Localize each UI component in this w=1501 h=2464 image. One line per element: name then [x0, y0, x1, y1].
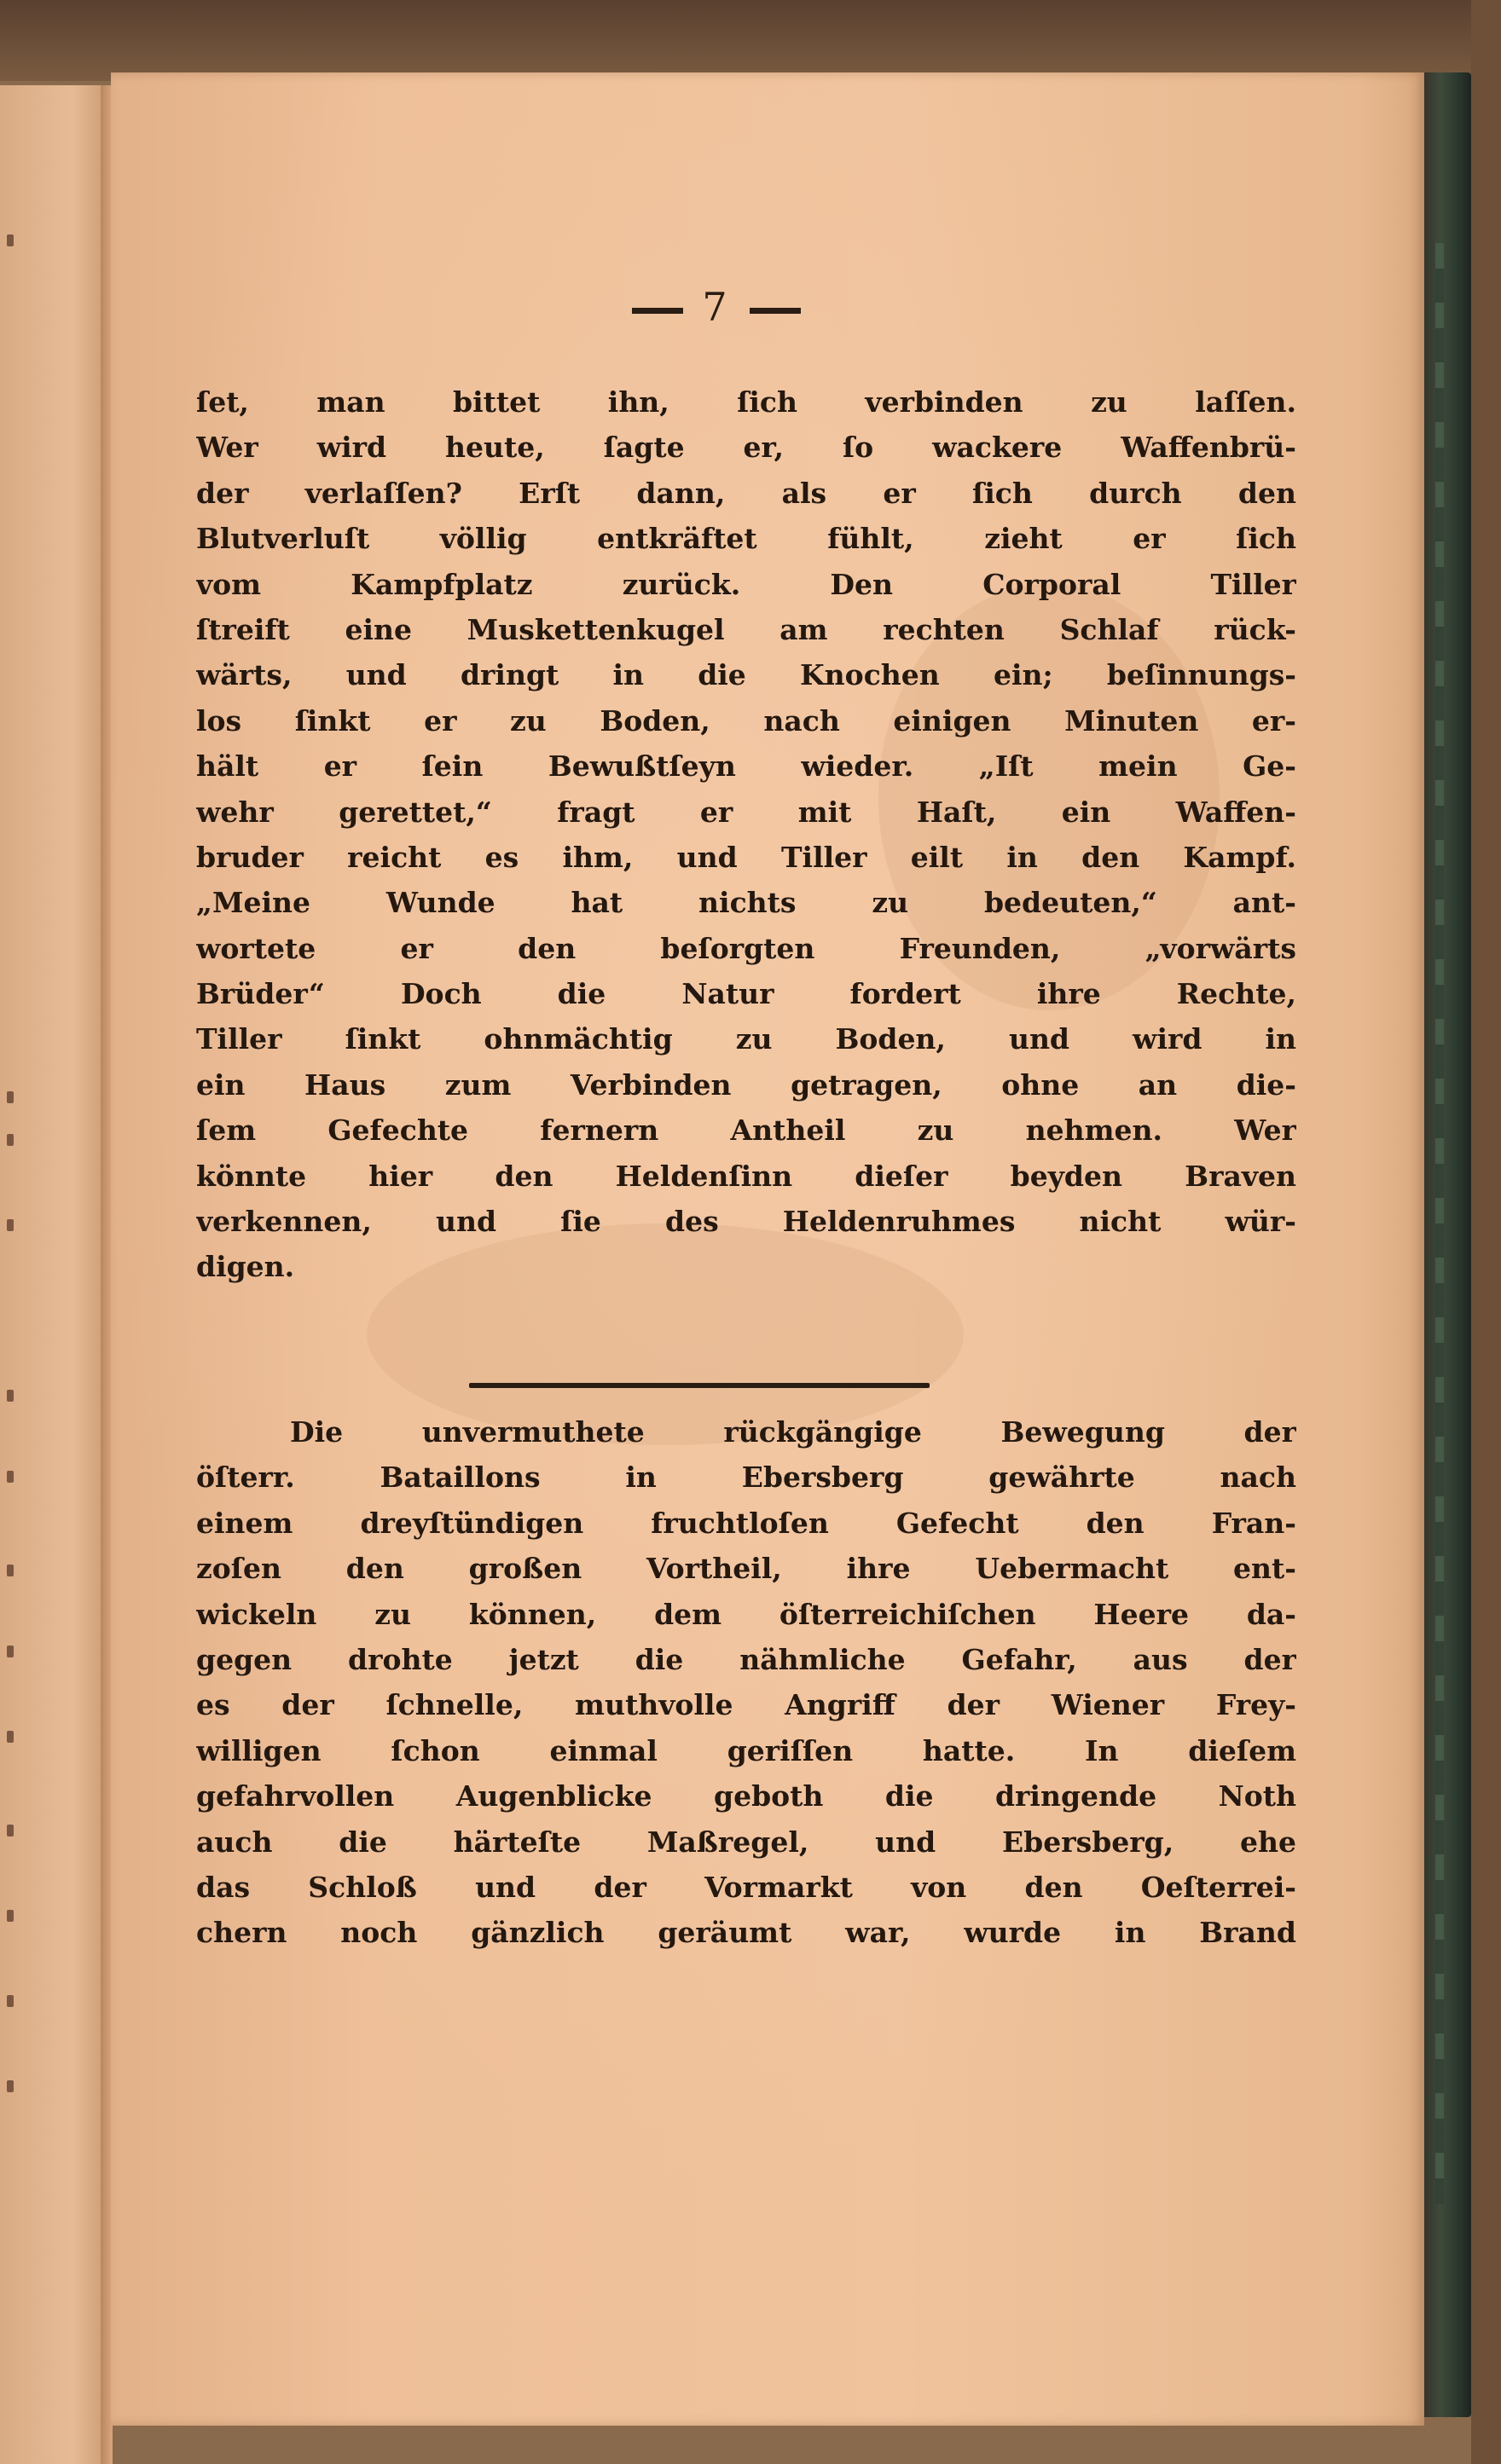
text-line: das Schloß und der Vormarkt von den Oeſterrei-: [196, 1870, 1296, 1904]
print-mark: [7, 1134, 14, 1146]
print-mark: [7, 1825, 14, 1836]
text-line: wehr gerettet,“ fragt er mit Haſt, ein Waffen-: [196, 795, 1296, 829]
page-number-text: 7: [702, 284, 731, 330]
text-line: Tiller ſinkt ohnmächtig zu Boden, und wird in: [196, 1022, 1296, 1056]
print-mark: [7, 234, 14, 246]
text-line: ſet, man bittet ihn, ſich verbinden zu laſſen.: [196, 385, 1296, 419]
print-mark: [7, 1091, 14, 1103]
print-mark: [7, 1910, 14, 1922]
print-mark: [7, 1731, 14, 1743]
print-mark: [7, 1390, 14, 1402]
text-line: einem dreyſtündigen fruchtloſen Gefecht den Fran-: [196, 1506, 1296, 1540]
book-cover-edge: [1420, 72, 1471, 2417]
print-mark: [7, 2080, 14, 2092]
print-mark: [7, 1471, 14, 1483]
text-line: Blutverluſt völlig entkräftet fühlt, zieht er ſich: [196, 522, 1296, 556]
text-line: Brüder“ Doch die Natur fordert ihre Rechte,: [196, 977, 1296, 1011]
text-line: chern noch gänzlich geräumt war, wurde in Brand: [196, 1916, 1296, 1950]
text-line: gefahrvollen Augenblicke geboth die dringende Noth: [196, 1779, 1296, 1813]
text-line: gegen drohte jetzt die nähmliche Gefahr, aus der: [196, 1642, 1296, 1676]
text-line: hält er ſein Bewußtſeyn wieder. „Iſt mein Ge-: [196, 749, 1296, 784]
page-number: [588, 284, 844, 330]
text-line: ſtreift eine Muskettenkugel am rechten Schlaf rück-: [196, 612, 1296, 646]
text-line: wortete er den beſorgten Freunden, „vorwärts: [196, 931, 1296, 965]
text-line: verkennen, und ſie des Heldenruhmes nicht wür-: [196, 1205, 1296, 1239]
text-line: ſem Gefechte fernern Antheil zu nehmen. Wer: [196, 1113, 1296, 1148]
paragraph-2: [196, 1409, 1296, 1956]
text-line: öſterr. Bataillons in Ebersberg gewährte nach: [196, 1460, 1296, 1495]
background-top: [0, 0, 1501, 81]
text-line: könnte hier den Heldenſinn dieſer beyden Braven: [196, 1159, 1296, 1193]
background-right: [1471, 0, 1501, 2464]
print-mark: [7, 1219, 14, 1231]
paragraph-1: [196, 379, 1296, 1290]
text-line: auch die härteſte Maßregel, und Ebersberg, ehe: [196, 1825, 1296, 1859]
text-line: zoſen den großen Vortheil, ihre Uebermacht ent-: [196, 1552, 1296, 1586]
text-line: wickeln zu können, dem öſterreichiſchen Heere da-: [196, 1597, 1296, 1631]
text-line: „Meine Wunde hat nichts zu bedeuten,“ ant-: [196, 886, 1296, 920]
text-line: Die unvermuthete rückgängige Bewegung der: [290, 1415, 1296, 1449]
text-line: Wer wird heute, ſagte er, ſo wackere Waffenbrü-: [196, 431, 1296, 465]
text-line: ein Haus zum Verbinden getragen, ohne an die-: [196, 1067, 1296, 1102]
text-line: wärts, und dringt in die Knochen ein; beſinnungs-: [196, 658, 1296, 692]
book-page: [111, 72, 1424, 2426]
text-line: vom Kampfplatz zurück. Den Corporal Tiller: [196, 567, 1296, 601]
text-line: der verlaſſen? Erſt dann, als er ſich durch den: [196, 476, 1296, 510]
text-line: bruder reicht es ihm, und Tiller eilt in den Kampf.: [196, 840, 1296, 874]
text-line: es der ſchnelle, muthvolle Angriff der Wiener Frey-: [196, 1688, 1296, 1722]
facing-page-edge: [0, 85, 104, 2464]
print-mark: [7, 1646, 14, 1657]
print-mark: [7, 1995, 14, 2007]
text-line: willigen ſchon einmal geriſſen hatte. In dieſem: [196, 1733, 1296, 1767]
text-line: digen.: [196, 1250, 295, 1284]
print-mark: [7, 1565, 14, 1576]
section-divider: [469, 1383, 930, 1388]
text-line: los ſinkt er zu Boden, nach einigen Minuten er-: [196, 703, 1296, 737]
